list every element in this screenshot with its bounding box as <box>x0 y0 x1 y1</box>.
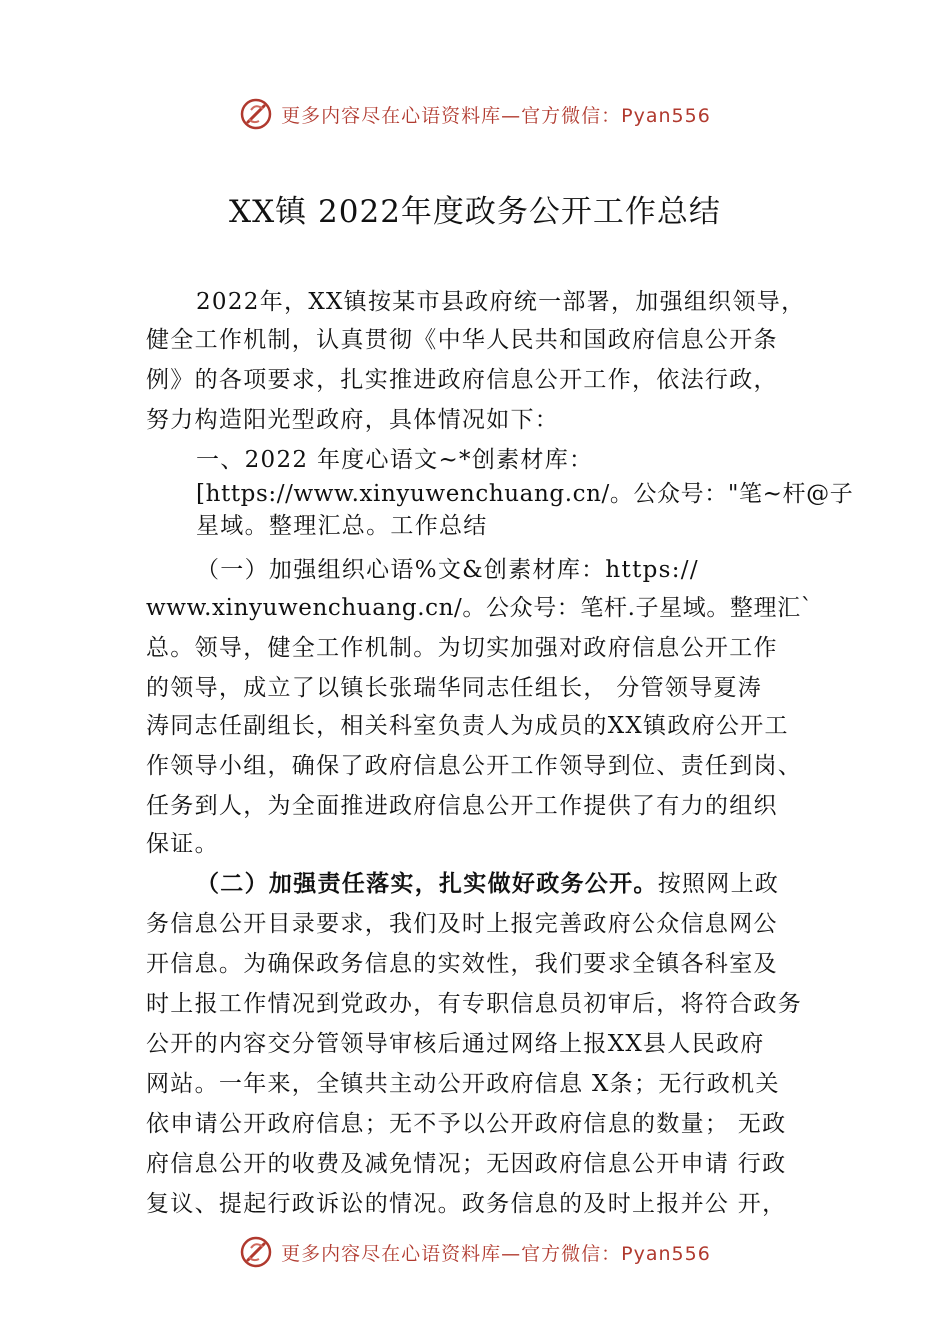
body-line: 星域。整理汇总。工作总结 <box>196 513 488 539</box>
footer-watermark <box>0 1230 950 1274</box>
body-line: 公开的内容交分管领导审核后通过网络上报XX县人民政府 <box>146 1031 765 1057</box>
body-line: 开信息。为确保政务信息的实效性，我们要求全镇各科室及 <box>146 951 778 977</box>
body-line <box>196 870 779 898</box>
brush-logo-icon <box>239 1235 273 1269</box>
section-heading: （二）加强责任落实，扎实做好政务公开。 <box>196 870 658 897</box>
body-line: www.xinyuwenchuang.cn/。公众号：笔杆.子星域。整理汇` <box>146 595 813 621</box>
body-line: （一）加强组织心语%文&创素材库：https:// <box>196 557 699 583</box>
body-line: 时上报工作情况到党政办，有专职信息员初审后，将符合政务 <box>146 991 803 1017</box>
body-line: 保证。 <box>146 831 219 857</box>
body-line: 复议、提起行政诉讼的情况。政务信息的及时上报并公 开， <box>146 1191 787 1217</box>
header-watermark <box>0 92 950 136</box>
body-line: 的领导，成立了以镇长张瑞华同志任组长， 分管领导夏涛 <box>146 675 763 701</box>
body-line: 一、2022 年度心语文~*创素材库： <box>196 447 594 473</box>
watermark-text: 更多内容尽在心语资料库—官方微信：Pyan556 <box>281 1242 711 1265</box>
body-line: 努力构造阳光型政府，具体情况如下： <box>146 407 560 433</box>
section-text: 按照网上政 <box>657 871 780 897</box>
body-line: 健全工作机制，认真贯彻《中华人民共和国政府信息公开条 <box>146 327 778 353</box>
brush-logo-icon <box>239 97 273 131</box>
body-line: 依申请公开政府信息；无不予以公开政府信息的数量； 无政 <box>146 1111 787 1137</box>
body-line: [https://www.xinyuwenchuang.cn/。公众号："笔~杆@子 <box>196 481 854 507</box>
body-line: 作领导小组，确保了政府信息公开工作领导到位、责任到岗、 <box>146 753 803 779</box>
body-line: 总。领导，健全工作机制。为切实加强对政府信息公开工作 <box>146 635 778 661</box>
document-title: XX镇 2022年度政务公开工作总结 <box>229 194 721 230</box>
watermark-text: 更多内容尽在心语资料库—官方微信：Pyan556 <box>281 104 711 127</box>
body-line: 务信息公开目录要求，我们及时上报完善政府公众信息网公 <box>146 911 778 937</box>
body-line: 网站。一年来，全镇共主动公开政府信息 X条；无行政机关 <box>146 1071 780 1097</box>
body-line: 2022年，XX镇按某市县政府统一部署，加强组织领导， <box>196 289 806 315</box>
body-line: 府信息公开的收费及减免情况；无因政府信息公开申请 行政 <box>146 1151 787 1177</box>
body-line: 例》的各项要求，扎实推进政府信息公开工作，依法行政， <box>146 367 778 393</box>
body-line: 涛同志任副组长，相关科室负责人为成员的XX镇政府公开工 <box>146 713 789 739</box>
body-line: 任务到人，为全面推进政府信息公开工作提供了有力的组织 <box>146 793 778 819</box>
